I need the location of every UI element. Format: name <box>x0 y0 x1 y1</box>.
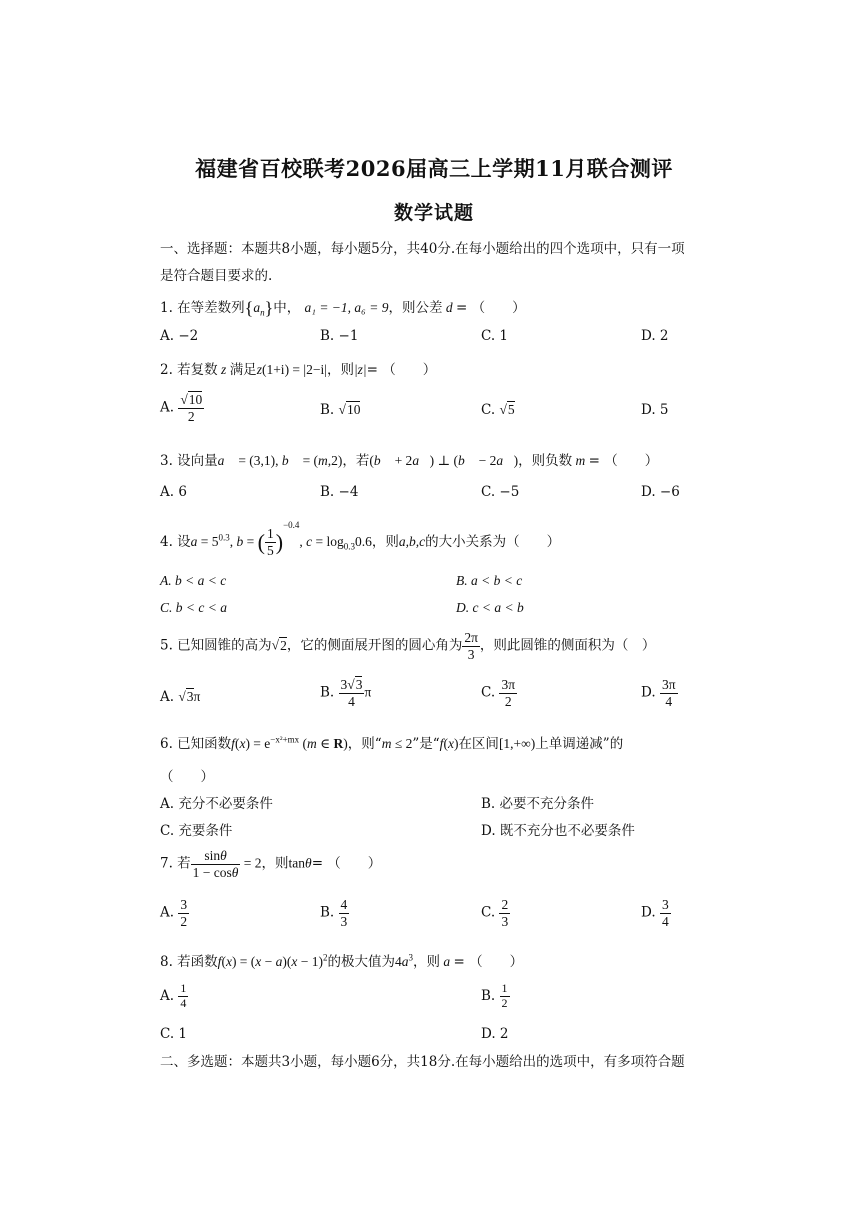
question-5: 5. 已知圆锥的高为√2，它的侧面展开图的圆心角为 $\frac{2\pi}{3}$ ，则此圆锥的侧面积为（ ） <box>160 630 656 662</box>
section2-header <box>160 1050 685 1070</box>
q1-option-a: A. −2 <box>160 328 199 344</box>
q5-prefix: 5. 已知圆锥的高为 <box>160 637 272 654</box>
q3-option-b: B. −4 <box>320 484 359 500</box>
q6-option-b: B. 必要不充分条件 <box>481 796 595 812</box>
q8-prefix: 8. 若函数 <box>160 954 218 970</box>
q6-mid3: 在区间 <box>458 736 499 752</box>
section1-line1: 一、选择题：本题共8小题，每小题5分，共40分.在每小题给出的四个选项中，只有一项 <box>160 241 685 257</box>
q8-mid: 的极大值为 <box>327 954 396 970</box>
q3-option-d: D. −6 <box>641 484 680 500</box>
q2-option-c: C. √5 <box>481 402 515 418</box>
section2-line1: 二、多选题：本题共3小题，每小题6分，共18分.在每小题给出的选项中，有多项符合题 <box>160 1054 685 1070</box>
q7-end: = （ ） <box>311 855 382 872</box>
q2-prefix: 2. 若复数 <box>160 362 218 378</box>
q3-suffix: ，则负数 <box>518 453 573 469</box>
q2-option-a: A. $\frac{√10}{2}$ <box>160 392 203 424</box>
section1-line2: 是符合题目要求的. <box>160 268 273 284</box>
q5-suffix: ，则此圆锥的侧面积为（ ） <box>479 637 656 654</box>
q7-option-a: A. $\frac{3}{2}$ <box>160 897 188 929</box>
q6-mid2: ”是“ <box>412 736 440 752</box>
q2-mid: 满足 <box>229 362 257 378</box>
q1-end: = （ ） <box>455 300 526 316</box>
q4-option-b: B. a < b < c <box>456 573 523 588</box>
q3-option-a: A. 6 <box>160 484 187 500</box>
q3-mid: ，若 <box>342 453 370 469</box>
q1-mid: 中， <box>273 300 301 316</box>
q4-prefix: 4. 设 <box>160 534 191 550</box>
q6-option-c: C. 充要条件 <box>160 823 233 839</box>
q8-option-d: D. 2 <box>481 1026 509 1042</box>
q7-mid: ，则 <box>261 855 289 872</box>
q8-suffix: ，则 <box>413 954 441 970</box>
q4-suffix: ，则 <box>371 534 399 550</box>
q7-option-b: B. $\frac{4}{3}$ <box>320 897 348 929</box>
q6-suffix: 上单调递减”的 <box>535 736 624 752</box>
q8-end: = （ ） <box>453 954 524 970</box>
q7-option-c: C. $\frac{2}{3}$ <box>481 897 509 929</box>
q5-mid: ，它的侧面展开图的圆心角为 <box>286 637 463 654</box>
question-7: 7. 若 $\frac{\sin\theta}{1 - \cos\theta}$ = 2，则tanθ= （ ） <box>160 848 382 880</box>
q2-suffix: ，则 <box>326 362 354 378</box>
q6-option-d: D. 既不充分也不必要条件 <box>481 823 635 839</box>
q4-end: 的大小关系为（ ） <box>425 534 561 550</box>
q5-option-b: B. $\frac{3√3}{4}$ π <box>320 677 372 709</box>
q3-option-c: C. −5 <box>481 484 520 500</box>
q1-option-d: D. 2 <box>641 328 669 344</box>
q1-option-b: B. −1 <box>320 328 359 344</box>
q8-option-c: C. 1 <box>160 1026 188 1042</box>
q8-option-a: A. $\frac{1}{4}$ <box>160 981 187 1010</box>
question-6: 6. 已知函数$f(x) = e^{-x^2+mx}$ (m ∈ R)，则“m ≤ 2”是“f(x)在区间[1,+∞)上单调递减”的 <box>160 734 624 752</box>
q3-end: = （ ） <box>588 453 659 469</box>
q4-option-d: D. c < a < b <box>456 600 524 615</box>
page-subtitle: 数学试题 <box>393 202 474 224</box>
q4-option-a: A. b < a < c <box>160 573 227 588</box>
question-6-blank: （ ） <box>160 769 214 785</box>
section1-header-cont <box>160 264 272 284</box>
q1-condition: a₁ = −1, a₆ = 9 <box>304 300 389 315</box>
q1-option-c: C. 1 <box>481 328 509 344</box>
question-4: 4. 设$a = 5^{0.3}$, b = ( $\frac{1}{5}$ )$^{-0.4}$, $c = \log_{0.3}0.6$，则a,b,c的大小关系为（ ） <box>160 520 561 558</box>
q2-end: = （ ） <box>366 362 437 378</box>
section1-header <box>160 237 685 257</box>
q1-suffix: ，则公差 <box>388 300 443 316</box>
page-title: 福建省百校联考2026届高三上学期11月联合测评 <box>195 156 673 181</box>
q5-option-c: C. $\frac{3\pi}{2}$ <box>481 677 516 709</box>
question-2: 2. 若复数 z 满足z(1+i) = |2−i|，则|z|= （ ） <box>160 362 437 378</box>
q4-option-c: C. b < c < a <box>160 600 227 615</box>
q5-option-d: D. $\frac{3\pi}{4}$ <box>641 677 676 709</box>
q8-option-b: B. $\frac{1}{2}$ <box>481 981 508 1010</box>
question-3: 3. 设向量a⃗ = (3,1), b⃗ = (m,2)，若(b⃗ + 2a⃗) ⊥ (b⃗ − 2a⃗)，则负数 m = （ ） <box>160 453 659 469</box>
q3-prefix: 3. 设向量 <box>160 453 218 469</box>
question-8: 8. 若函数$f(x) = (x - a)(x - 1)^2$的极大值为$4a^3$，则 a = （ ） <box>160 952 524 970</box>
q5-option-a: A. √3π <box>160 689 201 705</box>
q1-prefix: 1. 在等差数列 <box>160 300 245 316</box>
q7-prefix: 7. 若 <box>160 855 191 872</box>
q7-option-d: D. $\frac{3}{4}$ <box>641 897 669 929</box>
q6-option-a: A. 充分不必要条件 <box>160 796 273 812</box>
question-1: 1. 在等差数列$\{a_n\}$中， a₁ = −1, a₆ = 9，则公差 d = （ ） <box>160 298 526 318</box>
q2-option-d: D. 5 <box>641 402 669 418</box>
q2-option-b: B. √10 <box>320 402 361 418</box>
q6-prefix: 6. 已知函数 <box>160 736 232 752</box>
q6-mid: ，则“ <box>347 736 382 752</box>
